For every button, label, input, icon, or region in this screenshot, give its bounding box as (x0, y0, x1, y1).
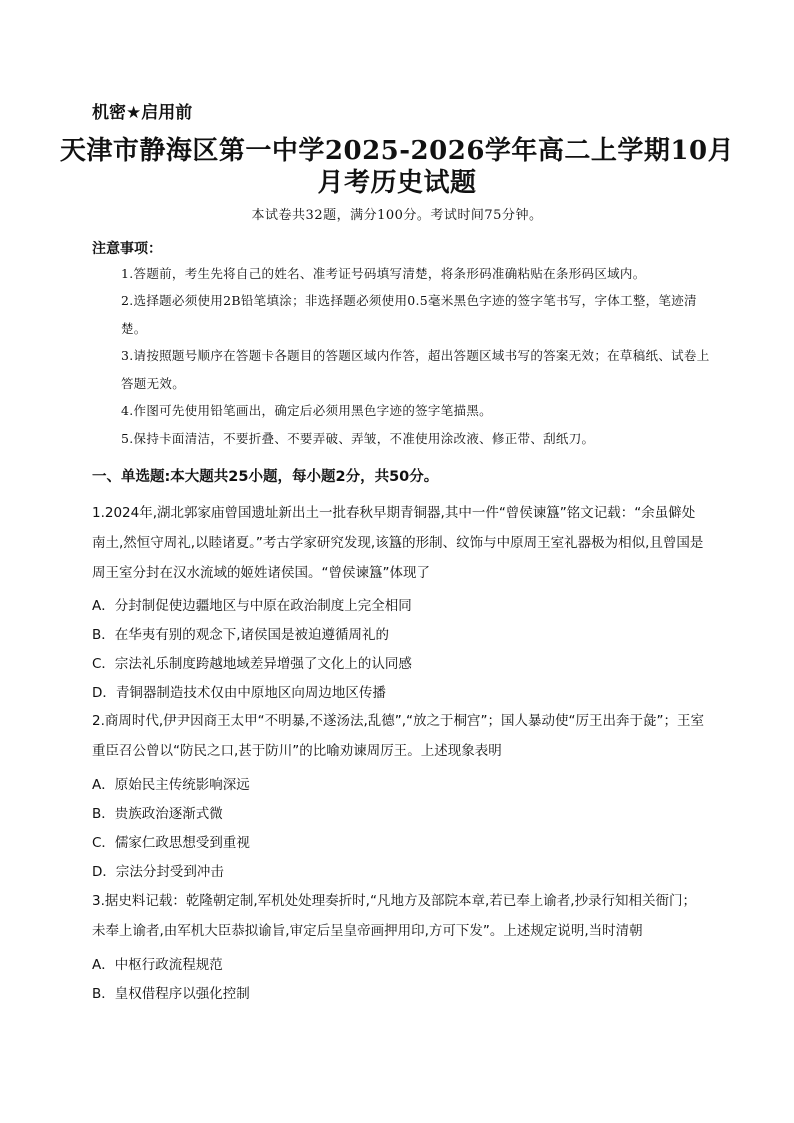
question-1-option-a: A．分封制促使边疆地区与中原在政治制度上完全相同 (92, 598, 412, 614)
question-1-stem: 1.2024年,湖北郭家庙曾国遗址新出土一批春秋早期青铜器,其中一件“曾侯谏簋”铭文记载：“余虽僻处南土,然恒守周礼,以睦诸夏。”考古学家研究发现,该簋的形制、纹饰与中原周王室礼器极为相似,且曾国是周王室分封在汉水流域的姬姓诸侯国。“曾侯谏簋”体现了 (92, 505, 704, 581)
confidential-label: 机密★启用前 (92, 103, 193, 123)
notice-item-4: 4.作图可先使用铅笔画出，确定后必须用黑色字迹的签字笔描黑。 (121, 403, 492, 418)
question-2-option-a: A．原始民主传统影响深远 (92, 777, 250, 793)
notice-item-1: 1.答题前，考生先将自己的姓名、准考证号码填写清楚，将条形码准确粘贴在条形码区域内。 (121, 266, 646, 281)
question-2-option-d: D．宗法分封受到冲击 (92, 864, 224, 880)
question-1-option-c: C．宗法礼乐制度跨越地域差异增强了文化上的认同感 (92, 656, 412, 672)
question-3-option-b: B．皇权借程序以强化控制 (92, 986, 250, 1002)
question-2-option-c: C．儒家仁政思想受到重视 (92, 835, 250, 851)
notice-item-2: 2.选择题必须使用2B铅笔填涂；非选择题必须使用0.5毫米黑色字迹的签字笔书写，字体工整，笔迹清楚。 (121, 293, 697, 336)
question-2-stem: 2.商周时代,伊尹因商王太甲“不明暴,不遂汤法,乱德”,“放之于桐宫”；国人暴动使“厉王出奔于彘”；王室重臣召公曾以“防民之口,甚于防川”的比喻劝谏周厉王。上述现象表明 (92, 713, 705, 759)
section-title: 一、单选题:本大题共25小题，每小题2分，共50分。 (92, 469, 439, 485)
question-3-option-a: A．中枢行政流程规范 (92, 957, 223, 973)
notice-item-3: 3.请按照题号顺序在答题卡各题目的答题区域内作答，超出答题区域书写的答案无效；在草稿纸、试卷上答题无效。 (121, 348, 710, 391)
question-3-stem: 3.据史料记载：乾隆朝定制,军机处处理奏折时,“凡地方及部院本章,若已奉上谕者,抄录行知相关衙门；未奉上谕者,由军机大臣恭拟谕旨,审定后呈皇帝画押用印,方可下发”。上述规定说明,当时清朝 (92, 893, 697, 939)
exam-meta: 本试卷共32题，满分100分。考试时间75分钟。 (251, 208, 543, 223)
exam-title-line2: 月考历史试题 (317, 168, 477, 198)
question-1-option-d: D．青铜器制造技术仅由中原地区向周边地区传播 (92, 685, 386, 701)
notice-title: 注意事项： (92, 241, 162, 257)
question-2-option-b: B．贵族政治逐渐式微 (92, 806, 223, 822)
exam-title-line1: 天津市静海区第一中学2025-2026学年高二上学期10月 (59, 136, 735, 166)
question-1-option-b: B．在华夷有别的观念下,诸侯国是被迫遵循周礼的 (92, 627, 390, 643)
notice-item-5: 5.保持卡面清洁，不要折叠、不要弄破、弄皱，不准使用涂改液、修正带、刮纸刀。 (121, 431, 595, 446)
